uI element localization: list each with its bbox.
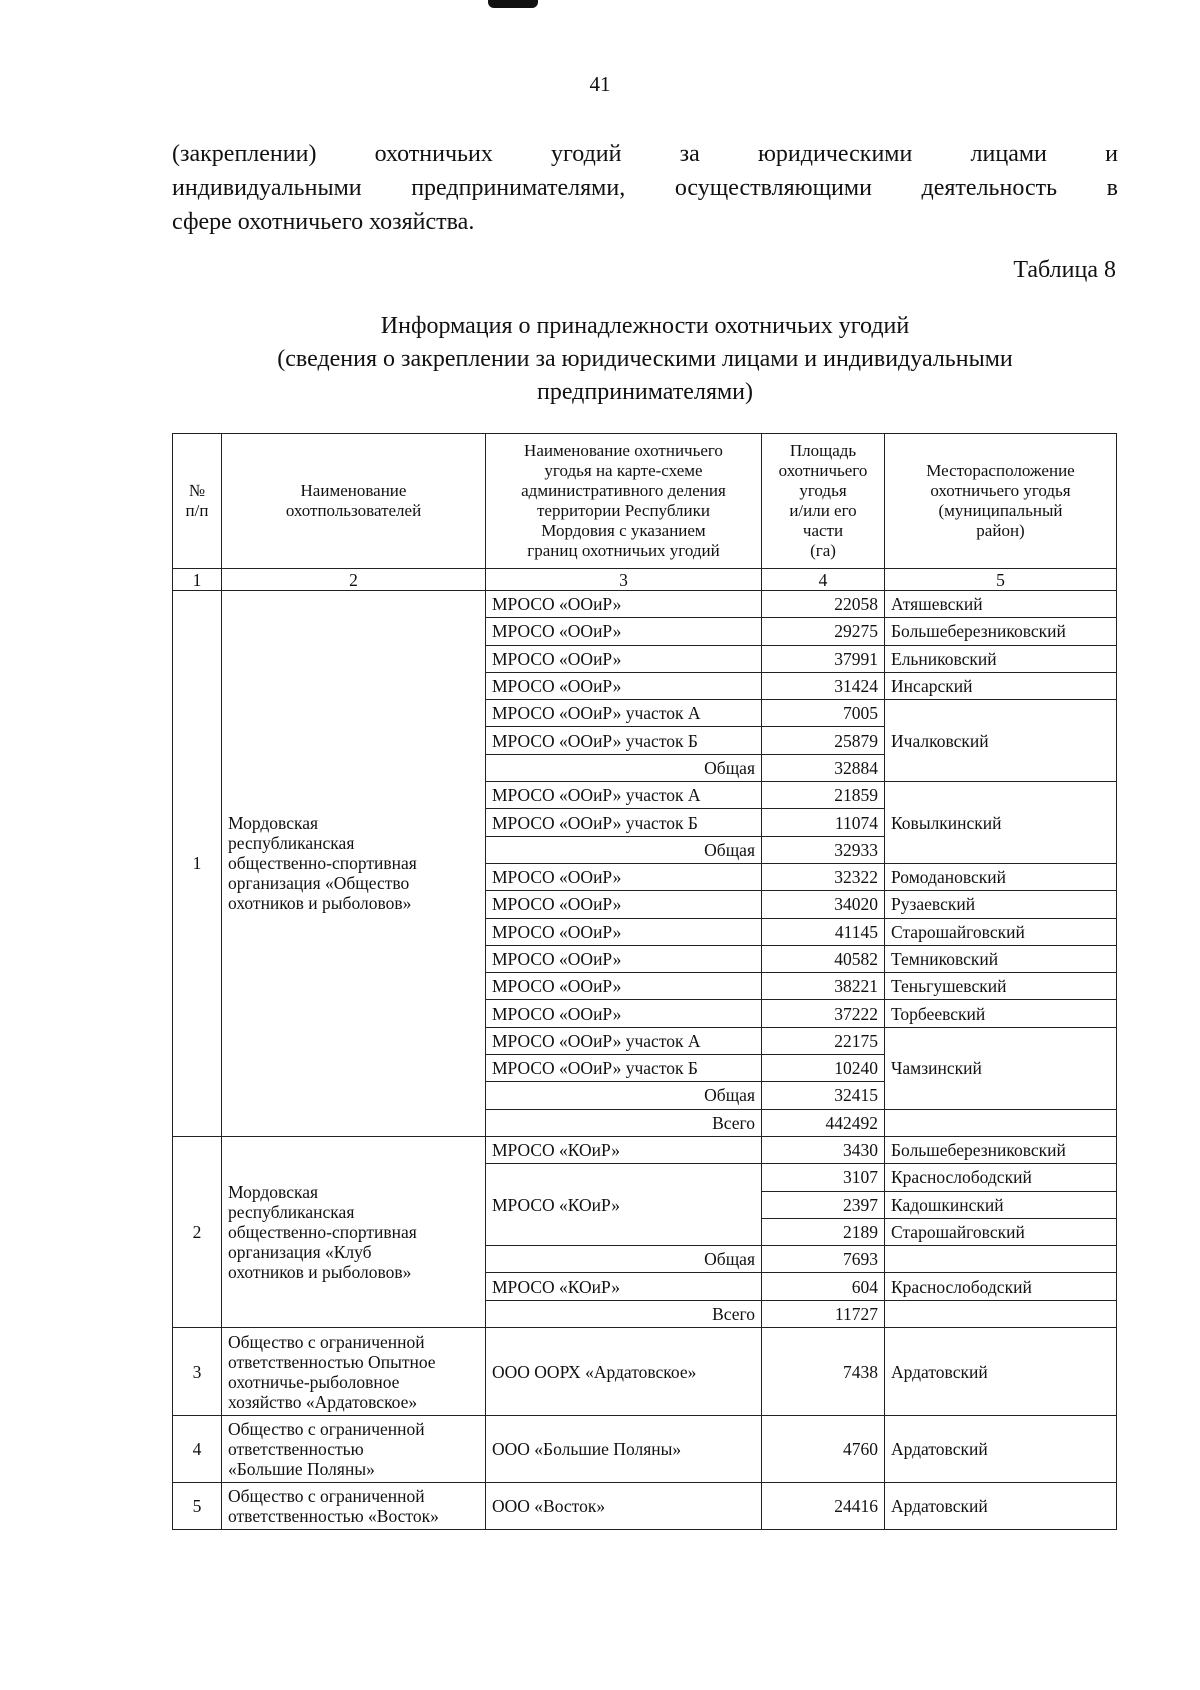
district: Чамзинский (885, 1027, 1117, 1109)
area-hectares: 41145 (762, 918, 885, 945)
table-row (173, 1416, 1117, 1483)
row-number: 4 (173, 1416, 222, 1483)
user-name-line: республиканская (228, 1201, 355, 1222)
district: Большеберезниковский (885, 1136, 1117, 1163)
user-name-line: республиканская (228, 833, 355, 854)
district: Рузаевский (885, 891, 1117, 918)
district: Ичалковский (885, 700, 1117, 782)
header-line: территории Республики (536, 501, 710, 520)
intro-word: осуществляющими (674, 175, 872, 201)
empty-cell (885, 1246, 1117, 1273)
header-num (173, 434, 222, 569)
table-row (173, 591, 1117, 618)
user-name-line: хозяйство «Ардатовское» (228, 1391, 418, 1412)
area-hectares: 32933 (762, 836, 885, 863)
header-line: границ охотничьих угодий (527, 541, 720, 560)
intro-word: юридическими (758, 141, 913, 167)
area-hectares: 34020 (762, 891, 885, 918)
district: Инсарский (885, 672, 1117, 699)
row-number: 5 (173, 1483, 222, 1530)
area-name: МРОСО «ООиР» (486, 973, 762, 1000)
area-name: МРОСО «ООиР» участок А (486, 700, 762, 727)
area-name: МРОСО «КОиР» (486, 1273, 762, 1300)
user-name-line: общественно-спортивная (228, 1221, 417, 1242)
user-name-cell (222, 1136, 486, 1327)
intro-word: охотничьих (374, 141, 493, 167)
intro-paragraph (172, 137, 1118, 239)
column-number-row (173, 569, 1117, 591)
area-hectares: 2397 (762, 1191, 885, 1218)
header-row (173, 434, 1117, 569)
district: Темниковский (885, 945, 1117, 972)
user-name-line: организация «Клуб (228, 1241, 372, 1262)
header-line: охотпользователей (285, 501, 422, 520)
district: Торбеевский (885, 1000, 1117, 1027)
empty-cell (885, 1109, 1117, 1136)
user-name-line: ответственностью (228, 1439, 364, 1460)
area-name: ООО ООРХ «Ардатовское» (486, 1328, 762, 1416)
table-label: Таблица 8 (1013, 257, 1116, 283)
column-number: 4 (762, 569, 885, 591)
area-name: ООО «Восток» (486, 1483, 762, 1530)
header-line: части (802, 521, 844, 540)
district: Ардатовский (885, 1328, 1117, 1416)
column-number: 2 (222, 569, 486, 591)
area-name: МРОСО «ООиР» участок Б (486, 809, 762, 836)
user-name-line: Общество с ограниченной (228, 1486, 425, 1507)
area-hectares: 32415 (762, 1082, 885, 1109)
intro-word: угодий (551, 141, 622, 167)
header-line: Наименование (300, 481, 407, 500)
intro-word: в (1106, 175, 1118, 201)
district: Краснослободский (885, 1164, 1117, 1191)
total-label: Всего (486, 1300, 762, 1327)
area-hectares: 32884 (762, 754, 885, 781)
header-line: и/или его (789, 501, 857, 520)
subtotal-label: Общая (486, 1082, 762, 1109)
empty-cell (885, 1300, 1117, 1327)
header-line: п/п (185, 501, 209, 520)
subtotal-label: Общая (486, 1246, 762, 1273)
heading-line: предпринимателями) (537, 379, 753, 405)
header-line: № (188, 481, 206, 500)
intro-word: предпринимателями, (411, 175, 626, 201)
area-name: МРОСО «ООиР» (486, 945, 762, 972)
user-name-line: организация «Общество (228, 873, 410, 894)
area-hectares: 4760 (762, 1416, 885, 1483)
area-hectares: 40582 (762, 945, 885, 972)
header-line: Месторасположение (926, 461, 1075, 480)
intro-line-2 (172, 171, 1118, 205)
page-number: 41 (589, 72, 611, 96)
user-name-line: общественно-спортивная (228, 853, 417, 874)
header-location (885, 434, 1117, 569)
area-hectares: 3430 (762, 1136, 885, 1163)
district: Атяшевский (885, 591, 1117, 618)
intro-word: за (679, 141, 700, 167)
subtotal-label: Общая (486, 836, 762, 863)
total-hectares: 11727 (762, 1300, 885, 1327)
header-line: (муниципальный (938, 501, 1063, 520)
total-label: Всего (486, 1109, 762, 1136)
area-name: МРОСО «ООиР» (486, 891, 762, 918)
intro-word: и (1105, 141, 1118, 167)
table-row (173, 1483, 1117, 1530)
area-name: МРОСО «ООиР» (486, 1000, 762, 1027)
heading-line: Информация о принадлежности охотничьих угодий (380, 313, 910, 339)
district: Большеберезниковский (885, 618, 1117, 645)
header-line: район) (976, 521, 1025, 540)
district: Теньгушевский (885, 973, 1117, 1000)
user-name-line: Общество с ограниченной (228, 1419, 425, 1440)
area-hectares: 37222 (762, 1000, 885, 1027)
area-hectares: 2189 (762, 1218, 885, 1245)
user-name-cell (222, 1328, 486, 1416)
district: Ардатовский (885, 1483, 1117, 1530)
table-heading (172, 310, 1118, 409)
header-hectares (762, 434, 885, 569)
area-hectares: 7693 (762, 1246, 885, 1273)
intro-word: (закреплении) (172, 141, 317, 167)
user-name-line: охотников и рыболовов» (228, 893, 412, 914)
user-name-cell (222, 1483, 486, 1530)
area-name: МРОСО «КОиР» (486, 1164, 762, 1246)
hunting-grounds-table (172, 433, 1117, 1530)
area-hectares: 11074 (762, 809, 885, 836)
row-number: 3 (173, 1328, 222, 1416)
header-area (486, 434, 762, 569)
intro-line-3: сфере охотничьего хозяйства. (172, 209, 475, 235)
area-hectares: 7005 (762, 700, 885, 727)
district: Краснослободский (885, 1273, 1117, 1300)
area-hectares: 7438 (762, 1328, 885, 1416)
area-name: МРОСО «ООиР» участок А (486, 1027, 762, 1054)
total-hectares: 442492 (762, 1109, 885, 1136)
header-line: административного деления (521, 481, 726, 500)
user-name-line: охотничье-рыболовное (228, 1371, 400, 1392)
column-number: 1 (173, 569, 222, 591)
area-hectares: 3107 (762, 1164, 885, 1191)
user-name-line: Мордовская (228, 1181, 319, 1202)
area-hectares: 24416 (762, 1483, 885, 1530)
district: Ромодановский (885, 863, 1117, 890)
table-row (173, 1328, 1117, 1416)
table-row (173, 1136, 1117, 1163)
district: Ельниковский (885, 645, 1117, 672)
intro-word: деятельность (921, 175, 1058, 201)
area-hectares: 21859 (762, 782, 885, 809)
user-name-line: Мордовская (228, 813, 319, 834)
header-line: угодья (799, 481, 847, 500)
area-name: МРОСО «ООиР» (486, 918, 762, 945)
area-hectares: 22175 (762, 1027, 885, 1054)
district: Старошайговский (885, 1218, 1117, 1245)
area-hectares: 22058 (762, 591, 885, 618)
area-hectares: 32322 (762, 863, 885, 890)
district: Кадошкинский (885, 1191, 1117, 1218)
user-name-line: Общество с ограниченной (228, 1331, 425, 1352)
header-line: угодья на карте-схеме (544, 461, 703, 480)
column-number: 3 (486, 569, 762, 591)
area-name: МРОСО «ООиР» участок А (486, 782, 762, 809)
user-name-line: ответственностью Опытное (228, 1351, 436, 1372)
intro-line-1 (172, 137, 1118, 171)
user-name-line: ответственностью «Восток» (228, 1506, 439, 1527)
area-hectares: 10240 (762, 1055, 885, 1082)
district: Ардатовский (885, 1416, 1117, 1483)
subtotal-label: Общая (486, 754, 762, 781)
area-hectares: 31424 (762, 672, 885, 699)
area-name: ООО «Большие Поляны» (486, 1416, 762, 1483)
user-name-cell (222, 1416, 486, 1483)
header-line: охотничьего угодья (930, 481, 1071, 500)
area-name: МРОСО «ООиР» (486, 645, 762, 672)
user-name-line: «Большие Поляны» (228, 1459, 375, 1480)
header-line: охотничьего (778, 461, 868, 480)
area-name: МРОСО «ООиР» (486, 863, 762, 890)
header-name (222, 434, 486, 569)
header-line: Наименование охотничьего (524, 441, 723, 460)
user-name-line: охотников и рыболовов» (228, 1261, 412, 1282)
area-hectares: 37991 (762, 645, 885, 672)
user-name-cell (222, 591, 486, 1137)
header-line: Мордовия с указанием (541, 521, 706, 540)
area-hectares: 29275 (762, 618, 885, 645)
row-number: 1 (173, 591, 222, 1137)
intro-word: индивидуальными (172, 175, 362, 201)
row-number: 2 (173, 1136, 222, 1327)
column-number: 5 (885, 569, 1117, 591)
area-name: МРОСО «ООиР» (486, 672, 762, 699)
header-line: (га) (810, 541, 836, 560)
intro-word: лицами (970, 141, 1047, 167)
scan-edge-mark (488, 0, 538, 8)
heading-line: (сведения о закреплении за юридическими лицами и индивидуальными (277, 346, 1013, 372)
area-hectares: 25879 (762, 727, 885, 754)
district: Ковылкинский (885, 782, 1117, 864)
area-name: МРОСО «КОиР» (486, 1136, 762, 1163)
header-line: Площадь (789, 441, 857, 460)
area-name: МРОСО «ООиР» участок Б (486, 1055, 762, 1082)
area-hectares: 604 (762, 1273, 885, 1300)
area-hectares: 38221 (762, 973, 885, 1000)
area-name: МРОСО «ООиР» участок Б (486, 727, 762, 754)
area-name: МРОСО «ООиР» (486, 591, 762, 618)
area-name: МРОСО «ООиР» (486, 618, 762, 645)
district: Старошайговский (885, 918, 1117, 945)
